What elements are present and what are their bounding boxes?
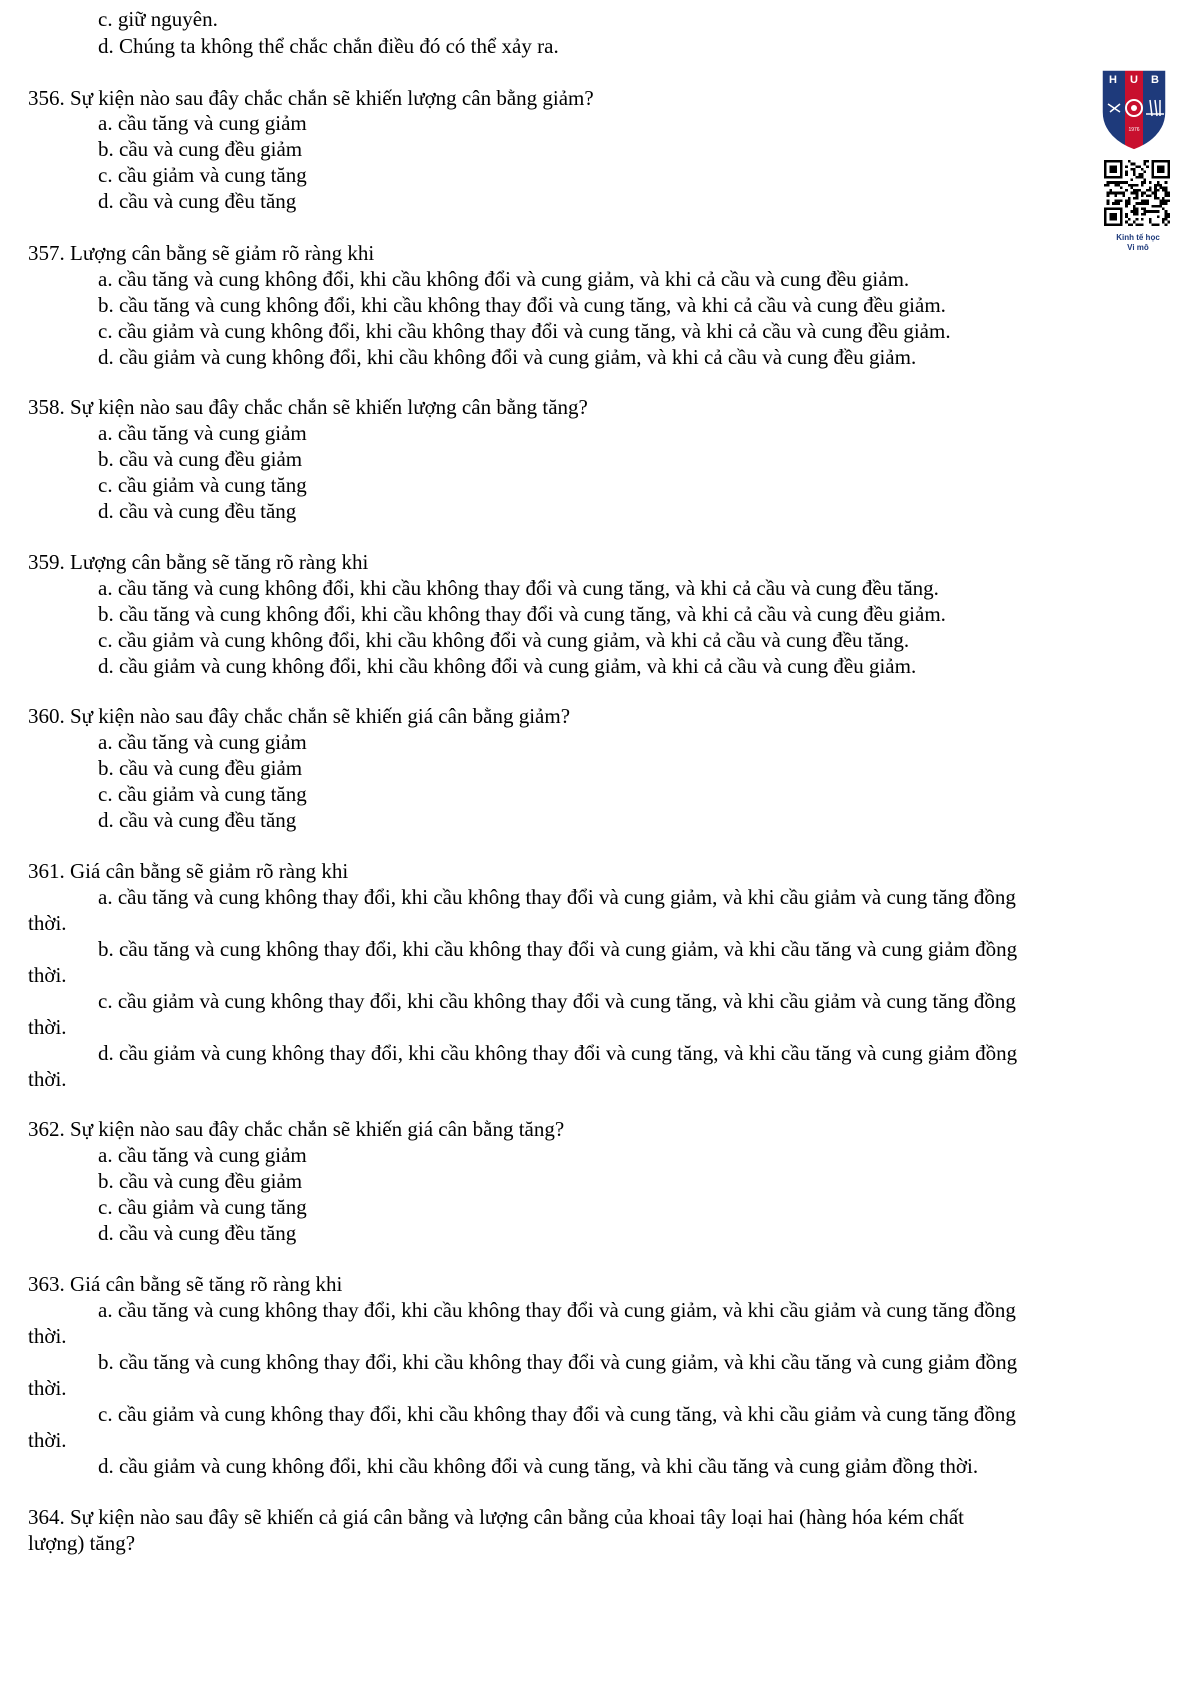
question-361-option-a-wrap: thời. [28,911,67,935]
question-358-stem: 358. Sự kiện nào sau đây chắc chắn sẽ khiến lượng cân bằng tăng? [28,395,588,419]
question-357-option-d: d. cầu giảm và cung không đổi, khi cầu không đổi và cung giảm, và khi cả cầu và cung đều giảm. [98,345,917,369]
logo-caption-line1: Kinh tế học [1116,233,1160,242]
question-359-option-d: d. cầu giảm và cung không đổi, khi cầu không đổi và cung giảm, và khi cả cầu và cung đều giảm. [98,654,917,678]
question-363-stem: 363. Giá cân bằng sẽ tăng rõ ràng khi [28,1272,343,1296]
question-361-stem: 361. Giá cân bằng sẽ giảm rõ ràng khi [28,859,349,883]
qr-code-icon [1104,160,1170,226]
question-358-option-b: b. cầu và cung đều giảm [98,447,303,471]
question-363-option-d: d. cầu giảm và cung không đổi, khi cầu không đổi và cung tăng, và khi cầu tăng và cung giảm đồng thời. [98,1454,979,1478]
question-363-option-c-wrap: thời. [28,1428,67,1452]
question-362-stem: 362. Sự kiện nào sau đây chắc chắn sẽ khiến giá cân bằng tăng? [28,1117,565,1141]
question-363-option-b-wrap: thời. [28,1376,67,1400]
question-362-option-c: c. cầu giảm và cung tăng [98,1195,307,1219]
hub-logo [1098,68,1170,152]
question-361-option-b: b. cầu tăng và cung không thay đổi, khi cầu không thay đổi và cung giảm, và khi cầu tăng và cung giảm đồng [98,937,1018,961]
question-361-option-d: d. cầu giảm và cung không thay đổi, khi cầu không thay đổi và cung tăng, và khi cầu tăng và cung giảm đồng [98,1041,1018,1065]
question-361-option-c-wrap: thời. [28,1015,67,1039]
question-362-option-b: b. cầu và cung đều giảm [98,1169,303,1193]
question-364-stem: 364. Sự kiện nào sau đây sẽ khiến cả giá cân bằng và lượng cân bằng của khoai tây loại hai (hàng hóa kém chất [28,1505,964,1529]
question-357-stem: 357. Lượng cân bằng sẽ giảm rõ ràng khi [28,241,375,265]
logo-letter-h: H [1109,74,1117,86]
question-363-option-b: b. cầu tăng và cung không thay đổi, khi cầu không thay đổi và cung giảm, và khi cầu tăng và cung giảm đồng [98,1350,1018,1374]
question-360-option-c: c. cầu giảm và cung tăng [98,782,307,806]
question-356-option-c: c. cầu giảm và cung tăng [98,163,307,187]
question-358-option-d: d. cầu và cung đều tăng [98,499,297,523]
logo-caption [1098,233,1178,253]
question-360-option-b: b. cầu và cung đều giảm [98,756,303,780]
question-361-option-d-wrap: thời. [28,1067,67,1091]
question-359-stem: 359. Lượng cân bằng sẽ tăng rõ ràng khi [28,550,369,574]
logo-letter-u: U [1130,74,1138,86]
question-362-option-d: d. cầu và cung đều tăng [98,1221,297,1245]
logo-year: 1976 [1128,127,1140,133]
question-363-option-a-wrap: thời. [28,1324,67,1348]
question-360-option-d: d. cầu và cung đều tăng [98,808,297,832]
question-361-option-b-wrap: thời. [28,963,67,987]
question-358-option-c: c. cầu giảm và cung tăng [98,473,307,497]
carryover-option-d: d. Chúng ta không thể chắc chắn điều đó có thể xảy ra. [98,34,559,58]
carryover-option-c: c. giữ nguyên. [98,7,218,31]
question-360-option-a: a. cầu tăng và cung giảm [98,730,307,754]
question-358-option-a: a. cầu tăng và cung giảm [98,421,307,445]
question-363-option-a: a. cầu tăng và cung không thay đổi, khi cầu không thay đổi và cung giảm, và khi cầu giảm và cung tăng đồng [98,1298,1016,1322]
question-357-option-b: b. cầu tăng và cung không đổi, khi cầu không thay đổi và cung tăng, và khi cả cầu và cung đều giảm. [98,293,946,317]
question-359-option-a: a. cầu tăng và cung không đổi, khi cầu không thay đổi và cung tăng, và khi cả cầu và cung đều tăng. [98,576,939,600]
question-364-stem-wrap: lượng) tăng? [28,1531,136,1555]
question-360-stem: 360. Sự kiện nào sau đây chắc chắn sẽ khiến giá cân bằng giảm? [28,704,571,728]
question-356-option-b: b. cầu và cung đều giảm [98,137,303,161]
question-361-option-a: a. cầu tăng và cung không thay đổi, khi cầu không thay đổi và cung giảm, và khi cầu giảm và cung tăng đồng [98,885,1016,909]
question-359-option-c: c. cầu giảm và cung không đổi, khi cầu không đổi và cung giảm, và khi cả cầu và cung đều tăng. [98,628,910,652]
question-362-option-a: a. cầu tăng và cung giảm [98,1143,307,1167]
question-361-option-c: c. cầu giảm và cung không thay đổi, khi cầu không thay đổi và cung tăng, và khi cầu giảm và cung tăng đồng [98,989,1016,1013]
question-357-option-a: a. cầu tăng và cung không đổi, khi cầu không đổi và cung giảm, và khi cả cầu và cung đều giảm. [98,267,910,291]
question-356-stem: 356. Sự kiện nào sau đây chắc chắn sẽ khiến lượng cân bằng giảm? [28,86,594,110]
question-356-option-a: a. cầu tăng và cung giảm [98,111,307,135]
logo-letter-b: B [1151,74,1159,86]
logo-caption-line2: Vi mô [1127,243,1149,252]
question-357-option-c: c. cầu giảm và cung không đổi, khi cầu không thay đổi và cung tăng, và khi cả cầu và cung đều giảm. [98,319,951,343]
question-363-option-c: c. cầu giảm và cung không thay đổi, khi cầu không thay đổi và cung tăng, và khi cầu giảm và cung tăng đồng [98,1402,1016,1426]
question-356-option-d: d. cầu và cung đều tăng [98,189,297,213]
question-359-option-b: b. cầu tăng và cung không đổi, khi cầu không thay đổi và cung tăng, và khi cả cầu và cung đều giảm. [98,602,946,626]
